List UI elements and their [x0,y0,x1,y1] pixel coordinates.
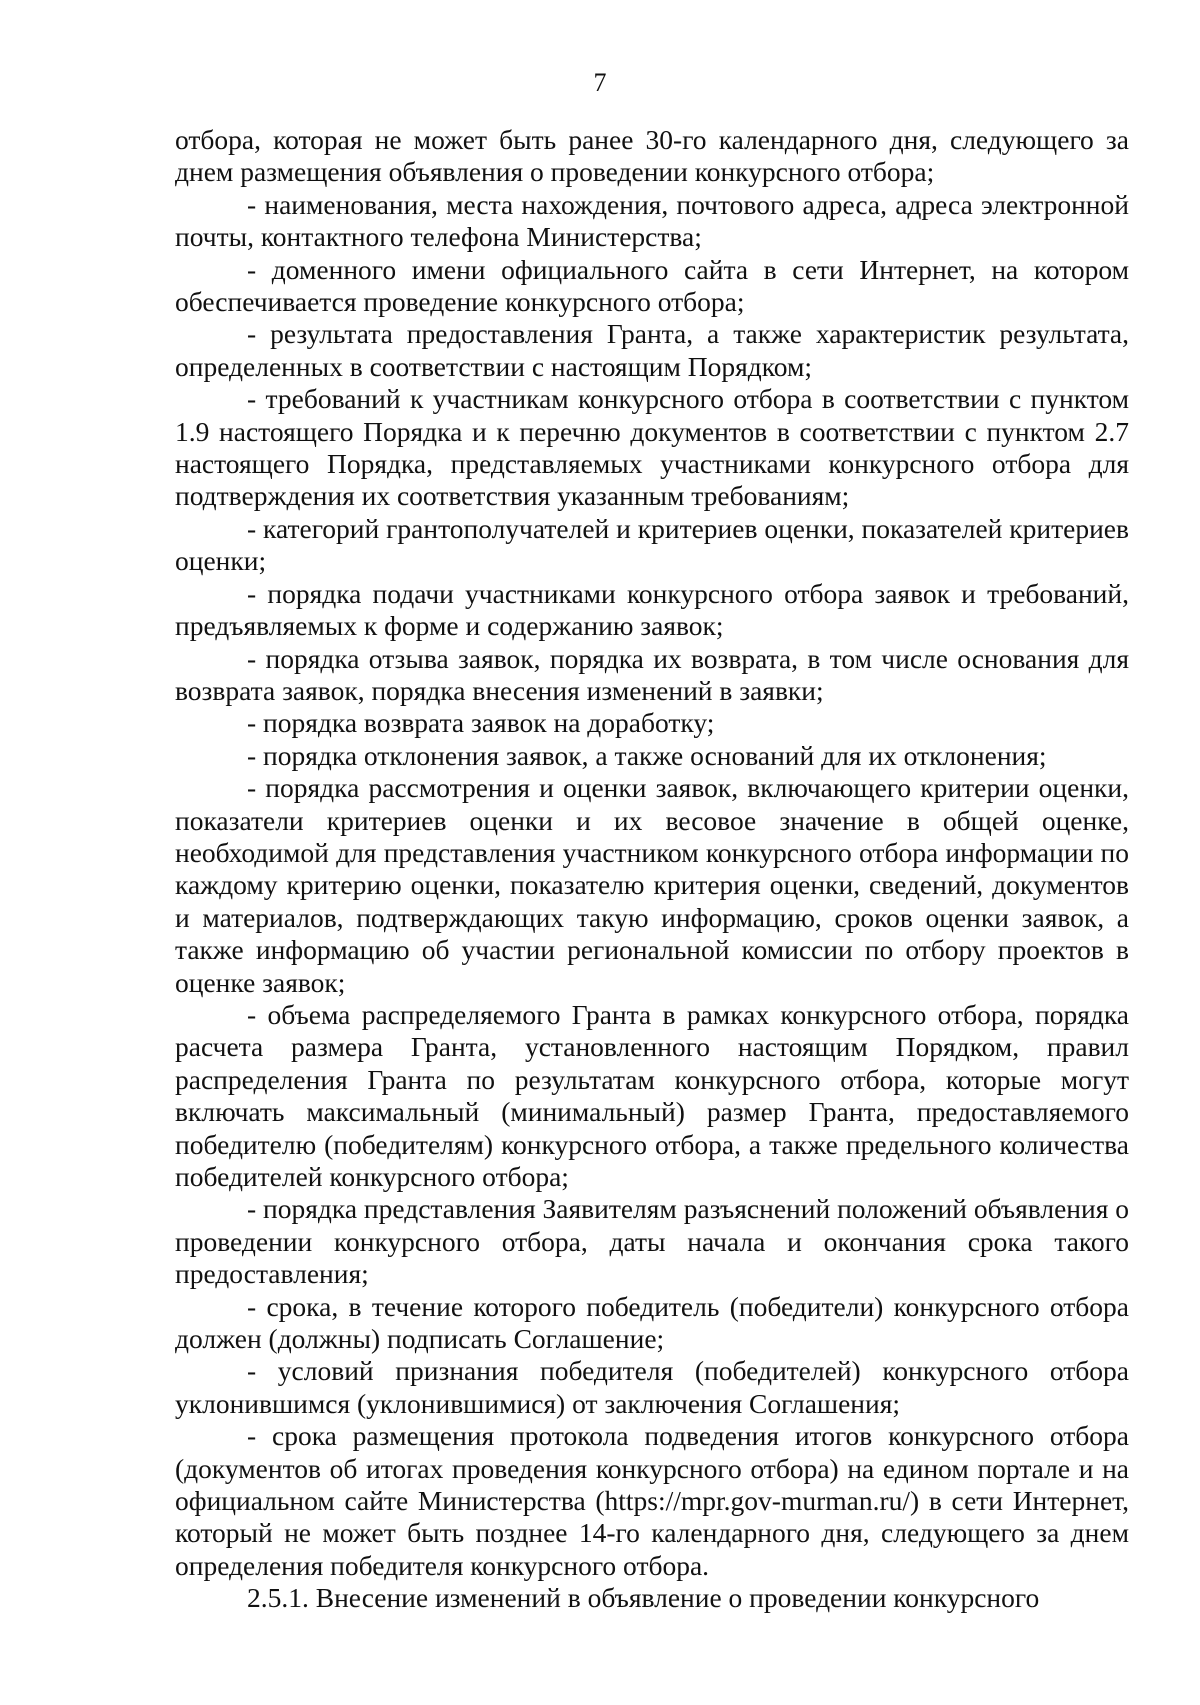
list-item-participant-requirements: - требований к участникам конкурсного отбора в соответствии с пунктом 1.9 настоящего Порядка и к перечню документов в соответствии с пунктом 2.7 настоящего Порядка, представляемых участниками конкурсного отбора для подтверждения их соответствия указанным требованиям; [175,383,1129,512]
list-item-rejection: - порядка отклонения заявок, а также оснований для их отклонения; [247,739,1047,771]
list-item-grantee-categories: - категорий грантополучателей и критериев оценки, показателей критериев оценки; [175,512,1129,577]
list-item-domain-name: - доменного имени официального сайта в сети Интернет, на котором обеспечивается проведение конкурсного отбора; [175,253,1129,318]
list-item-evasion-conditions: - условий признания победителя (победителей) конкурсного отбора уклонившимся (уклонившимися) от заключения Соглашения; [175,1355,1129,1419]
section-2-5-1: 2.5.1. Внесение изменений в объявление о проведении конкурсного [247,1582,1040,1614]
list-item-ministry-contacts: - наименования, места нахождения, почтового адреса, адреса электронной почты, контактного телефона Министерства; [175,188,1129,253]
list-item-grant-volume: - объема распределяемого Гранта в рамках конкурсного отбора, порядка расчета размера Гранта, установленного настоящим Порядком, правил распределения Гранта по результатам конкурсного отбора, которые могут включать максимальный (минимальный) размер Гранта, предоставляемого победителю (победителям) конкурсного отбора, а также предельного количества победителей конкурсного отбора; [175,998,1129,1192]
list-item-signing-deadline: - срока, в течение которого победитель (победители) конкурсного отбора должен (должны) подписать Соглашение; [175,1290,1129,1355]
page-number: 7 [593,68,607,97]
list-item-review-evaluation: - порядка рассмотрения и оценки заявок, включающего критерии оценки, показатели критериев оценки и их весовое значение в общей оценке, необходимой для представления участником конкурсного отбора информации по каждому критерию оценки, показателю критерия оценки, сведений, документов и материалов, подтверждающих такую информацию, сроков оценки заявок, а также информацию об участии региональной комиссии по отбору проектов в оценке заявок; [175,772,1129,998]
list-item-application-submission: - порядка подачи участниками конкурсного отбора заявок и требований, предъявляемых к форме и содержанию заявок; [175,577,1129,642]
paragraph-continuation: отбора, которая не может быть ранее 30-го календарного дня, следующего за днем размещения объявления о проведении конкурсного отбора; [175,124,1129,188]
list-item-application-withdrawal: - порядка отзыва заявок, порядка их возврата, в том числе основания для возврата заявок, порядка внесения изменений в заявки; [175,642,1129,706]
list-item-clarifications: - порядка представления Заявителям разъяснений положений объявления о проведении конкурсного отбора, даты начала и окончания срока такого предоставления; [175,1193,1130,1290]
list-item-return-for-revision: - порядка возврата заявок на доработку; [247,707,715,739]
document-body [175,124,1129,1615]
list-item-grant-result: - результата предоставления Гранта, а также характеристик результата, определенных в соответствии с настоящим Порядком; [175,318,1129,382]
list-item-protocol-publication: - срока размещения протокола подведения итогов конкурсного отбора (документов об итогах проведения конкурсного отбора) на едином портале и на официальном сайте Министерства (https://mpr.gov-murman.ru/) в сети Интернет, который не может быть позднее 14-го календарного дня, следующего за днем определения победителя конкурсного отбора. [175,1420,1129,1581]
